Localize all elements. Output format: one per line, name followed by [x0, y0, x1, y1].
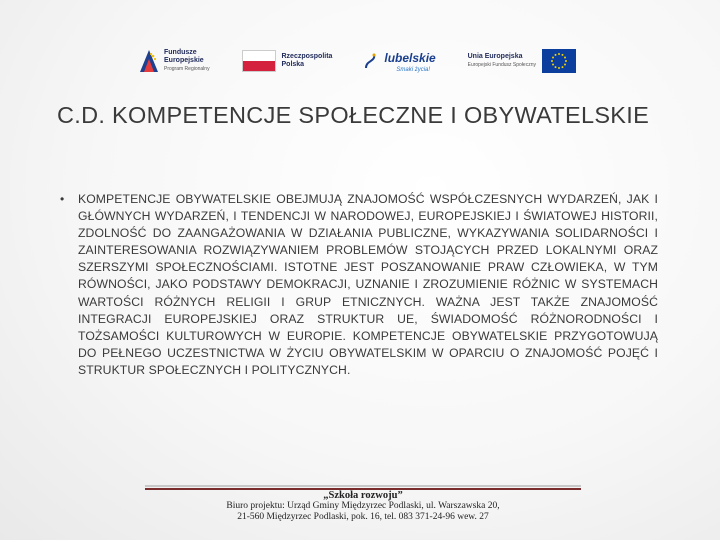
lubelskie-sub: Smaki życia!	[396, 67, 431, 73]
bullet-dot-icon: •	[60, 192, 65, 206]
ue-line1: Unia Europejska	[467, 53, 523, 60]
slide-title: C.D. KOMPETENCJE SPOŁECZNE I OBYWATELSKIE	[57, 102, 650, 128]
ue-line2: Europejski Fundusz Społeczny	[467, 62, 536, 68]
rp-line2: Polska	[281, 61, 305, 68]
bullet-text: KOMPETENCJE OBYWATELSKIE OBEJMUJĄ ZNAJOMOŚĆ WSPÓŁCZESNYCH WYDARZEŃ, JAK I GŁÓWNYCH WYDARZEŃ, I TENDENCJI W NARODOWEJ, EUROPEJSKIEJ I ŚWIATOWEJ HISTORII, ZDOLNOŚĆ DO ZAANGAŻOWANIA W DZIAŁANIA PUBLICZNE, WYKAZYWANIA SOLIDARNOŚCI I ZAINTERESOWANIA ROZWIĄZYWANIEM PROBLEMÓW STOJĄCYCH PRZED LOKALNYMI ORAZ SZERSZYMI SPOŁECZNOŚCIAMI. ISTOTNE JEST POSZANOWANIE PRAW CZŁOWIEKA, W TYM RÓWNOŚCI, JAKO PODSTAWY DEMOKRACJI, UZNANIE I ZROZUMIENIE RÓŻNIC W SYSTEMACH WARTOŚCI RÓŻNYCH RELIGII I GRUP ETNICZNYCH. WAŻNA JEST TAKŻE ZNAJOMOŚĆ INTEGRACJI EUROPEJSKIEJ ORAZ STRUKTUR UE, ŚWIADOMOŚĆ RÓŻNORODNOŚCI I TOŻSAMOŚCI KULTUROWYCH W EUROPIE. KOMPETENCJE OBYWATELSKIE PRZYGOTOWUJĄ DO PEŁNEGO UCZESTNICTWA W ŻYCIU OBYWATELSKIM W OPARCIU O ZNAJOMOŚĆ POJĘĆ I STRUKTUR SPOŁECZNYCH I POLITYCZNYCH.	[78, 192, 658, 377]
footer-title: „Szkoła rozwoju”	[323, 490, 403, 501]
logo-bar	[140, 40, 576, 82]
fundusze-line2: Europejskie	[164, 57, 204, 64]
rzeczpospolita-polska-logo	[242, 50, 333, 72]
fundusze-line1: Fundusze	[164, 49, 197, 56]
rp-line1: Rzeczpospolita	[281, 53, 333, 60]
fundusze-line3: Program Regionalny	[164, 66, 210, 72]
polish-flag-icon	[242, 50, 276, 72]
lubelskie-swirl-icon	[364, 52, 378, 70]
eu-flag-icon	[542, 49, 576, 73]
footer-line2: 21-560 Międzyrzec Podlaski, pok. 16, tel. 083 371-24-96 wew. 27	[237, 512, 489, 522]
unia-europejska-logo	[468, 49, 576, 73]
fundusze-europejskie-icon	[140, 50, 158, 72]
lubelskie-text: lubelskie	[384, 51, 436, 65]
footer	[145, 490, 581, 523]
footer-line1: Biuro projektu: Urząd Gminy Międzyrzec Podlaski, ul. Warszawska 20,	[226, 501, 500, 511]
bullet-item	[60, 191, 658, 379]
lubelskie-logo	[364, 49, 435, 73]
footer-divider-light	[145, 485, 581, 487]
fundusze-europejskie-logo	[140, 49, 210, 73]
